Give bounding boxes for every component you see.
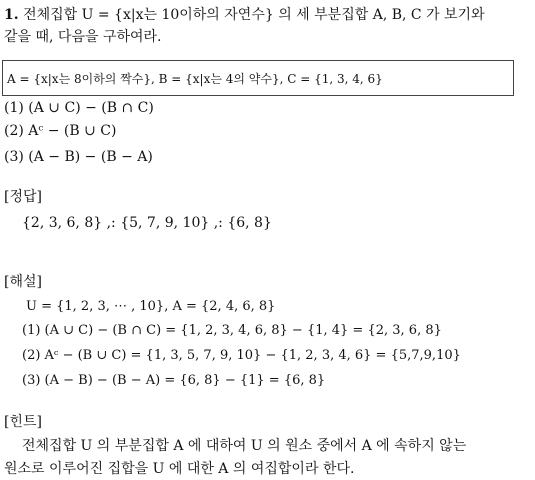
explanation-line-2: (1) (A ∪ C) − (B ∩ C) = {1, 2, 3, 4, 6, 8} − {1, 4} = {2, 3, 6, 8} bbox=[22, 323, 442, 338]
given-sets-text: A = {x|x는 8이하의 짝수}, B = {x|x는 4의 약수}, C = {1, 3, 4, 6} bbox=[7, 72, 383, 86]
explanation-line-1: U = {1, 2, 3, ⋯ , 10}, A = {2, 4, 6, 8} bbox=[26, 299, 276, 314]
given-sets-box bbox=[2, 60, 514, 96]
problem-number: 1. bbox=[4, 7, 19, 23]
problem-line-1 bbox=[4, 6, 485, 24]
problem-line-2: 같을 때, 다음을 구하여라. bbox=[4, 29, 162, 45]
answer-text: {2, 3, 6, 8} ,: {5, 7, 9, 10} ,: {6, 8} bbox=[22, 215, 272, 231]
question-2: (2) Aᶜ − (B ∪ C) bbox=[4, 123, 117, 139]
problem-text-1: 전체집합 U = {x|x는 10이하의 자연수} 의 세 부분집합 A, B, C 가 보기와 bbox=[23, 7, 485, 23]
answer-heading: [정답] bbox=[4, 189, 42, 205]
explanation-heading: [해설] bbox=[4, 274, 42, 290]
hint-line-1: 전체집합 U 의 부분집합 A 에 대하여 U 의 원소 중에서 A 에 속하지 않는 bbox=[22, 438, 467, 454]
explanation-line-3: (2) Aᶜ − (B ∪ C) = {1, 3, 5, 7, 9, 10} − {1, 2, 3, 4, 6} = {5,7,9,10} bbox=[22, 348, 461, 363]
hint-line-2: 원소로 이루어진 집합을 U 에 대한 A 의 여집합이라 한다. bbox=[4, 461, 355, 477]
question-3: (3) (A − B) − (B − A) bbox=[4, 149, 153, 165]
question-1: (1) (A ∪ C) − (B ∩ C) bbox=[4, 100, 154, 116]
hint-heading: [힌트] bbox=[4, 414, 42, 430]
explanation-line-4: (3) (A − B) − (B − A) = {6, 8} − {1} = {6, 8} bbox=[22, 373, 326, 388]
